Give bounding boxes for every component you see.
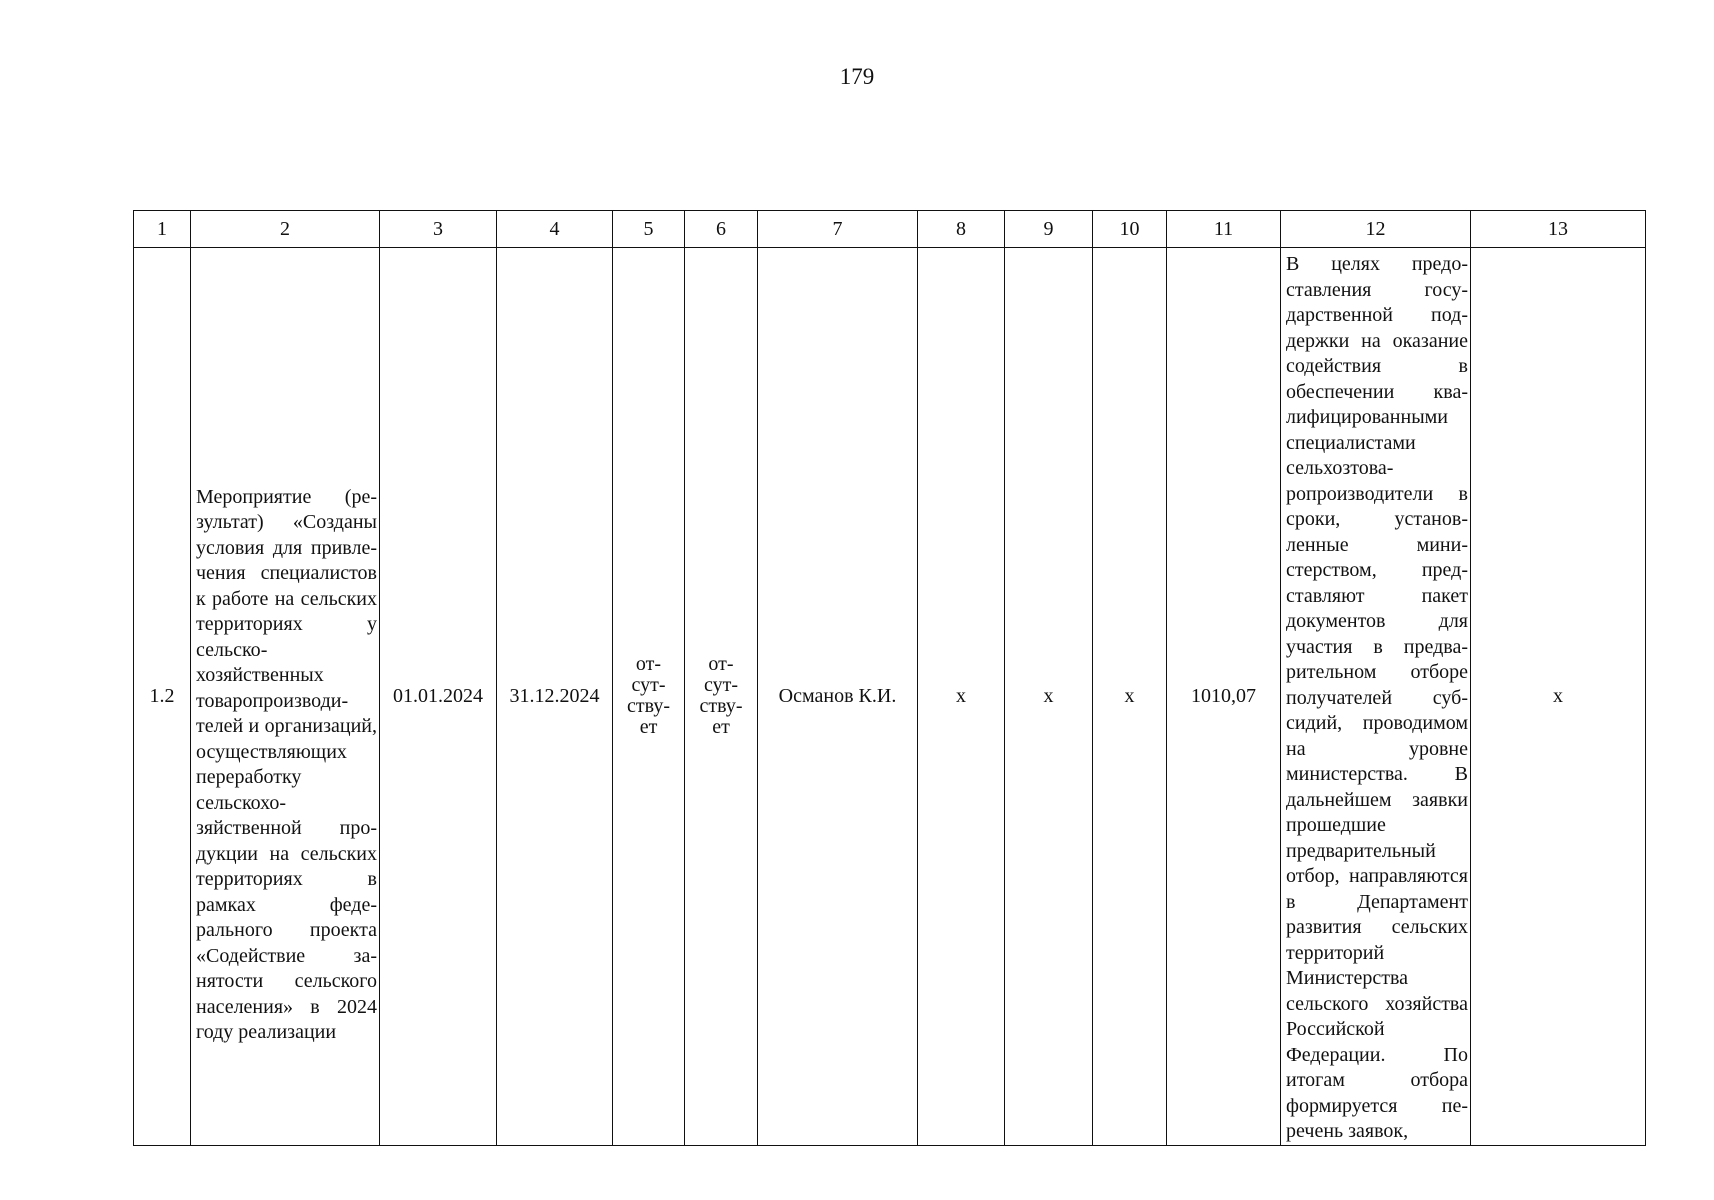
col5-line: от- [635, 653, 662, 676]
col5-line: ству- [626, 695, 671, 718]
col5-line: ет [639, 716, 658, 739]
description-cell [1281, 248, 1471, 1146]
start-date: 01.01.2024 [380, 248, 497, 1146]
column-header: 7 [758, 211, 918, 248]
col13-value: х [1471, 248, 1646, 1146]
column-header: 11 [1167, 211, 1281, 248]
table-header-row [134, 211, 1646, 248]
col6-line: ству- [699, 695, 743, 718]
column-header: 13 [1471, 211, 1646, 248]
col8-value: х [918, 248, 1005, 1146]
column-header: 10 [1093, 211, 1167, 248]
description-text: В целях предоставления государственной поддержки на оказание содействия в обеспечении квалифицированными специалистами сельхозтоваропроизводители в сроки, установленные министерством, представляют пакет документов для участия в предварительном отборе получателей субсидий, проводимом на уровне министерства. В дальнейшем заявки прошедшие предварительный отбор, направляются в Департамент развития сельских территорий Министерства сельского хозяйства Российской Федерации. По итогам отбора формируется перечень заявок, [1286, 253, 1468, 1142]
amount-value: 1010,07 [1167, 248, 1281, 1146]
col6-line: от- [708, 653, 734, 676]
column-header: 5 [613, 211, 685, 248]
measure-text: Мероприятие (результат) «Созданы условия для привлечения специалистов к работе на сельских территориях у сельскохозяйственных товаропроизводителей и организаций, осуществляющих переработку сельскохозяйственной продукции на сельских территориях в рамках федерального проекта «Содействие занятости сельского населения» в 2024 году реализации [196, 485, 377, 1044]
column-header: 8 [918, 211, 1005, 248]
col6-line: сут- [703, 674, 738, 697]
col5-line: сут- [631, 674, 666, 697]
column-header: 1 [134, 211, 191, 248]
table-row [134, 248, 1646, 1146]
measure-cell [191, 248, 380, 1146]
column-header: 2 [191, 211, 380, 248]
column-header: 4 [497, 211, 613, 248]
responsible-person: Османов К.И. [758, 248, 918, 1146]
row-number: 1.2 [134, 248, 191, 1146]
end-date: 31.12.2024 [497, 248, 613, 1146]
column-header: 12 [1281, 211, 1471, 248]
column-header: 9 [1005, 211, 1093, 248]
column-header: 6 [685, 211, 758, 248]
col5-absent [613, 248, 685, 1146]
page-number: 179 [839, 64, 875, 89]
col6-line: ет [712, 716, 730, 739]
col6-absent [685, 248, 758, 1146]
col10-value: х [1093, 248, 1167, 1146]
col9-value: х [1005, 248, 1093, 1146]
column-header: 3 [380, 211, 497, 248]
measures-table [133, 210, 1646, 1146]
